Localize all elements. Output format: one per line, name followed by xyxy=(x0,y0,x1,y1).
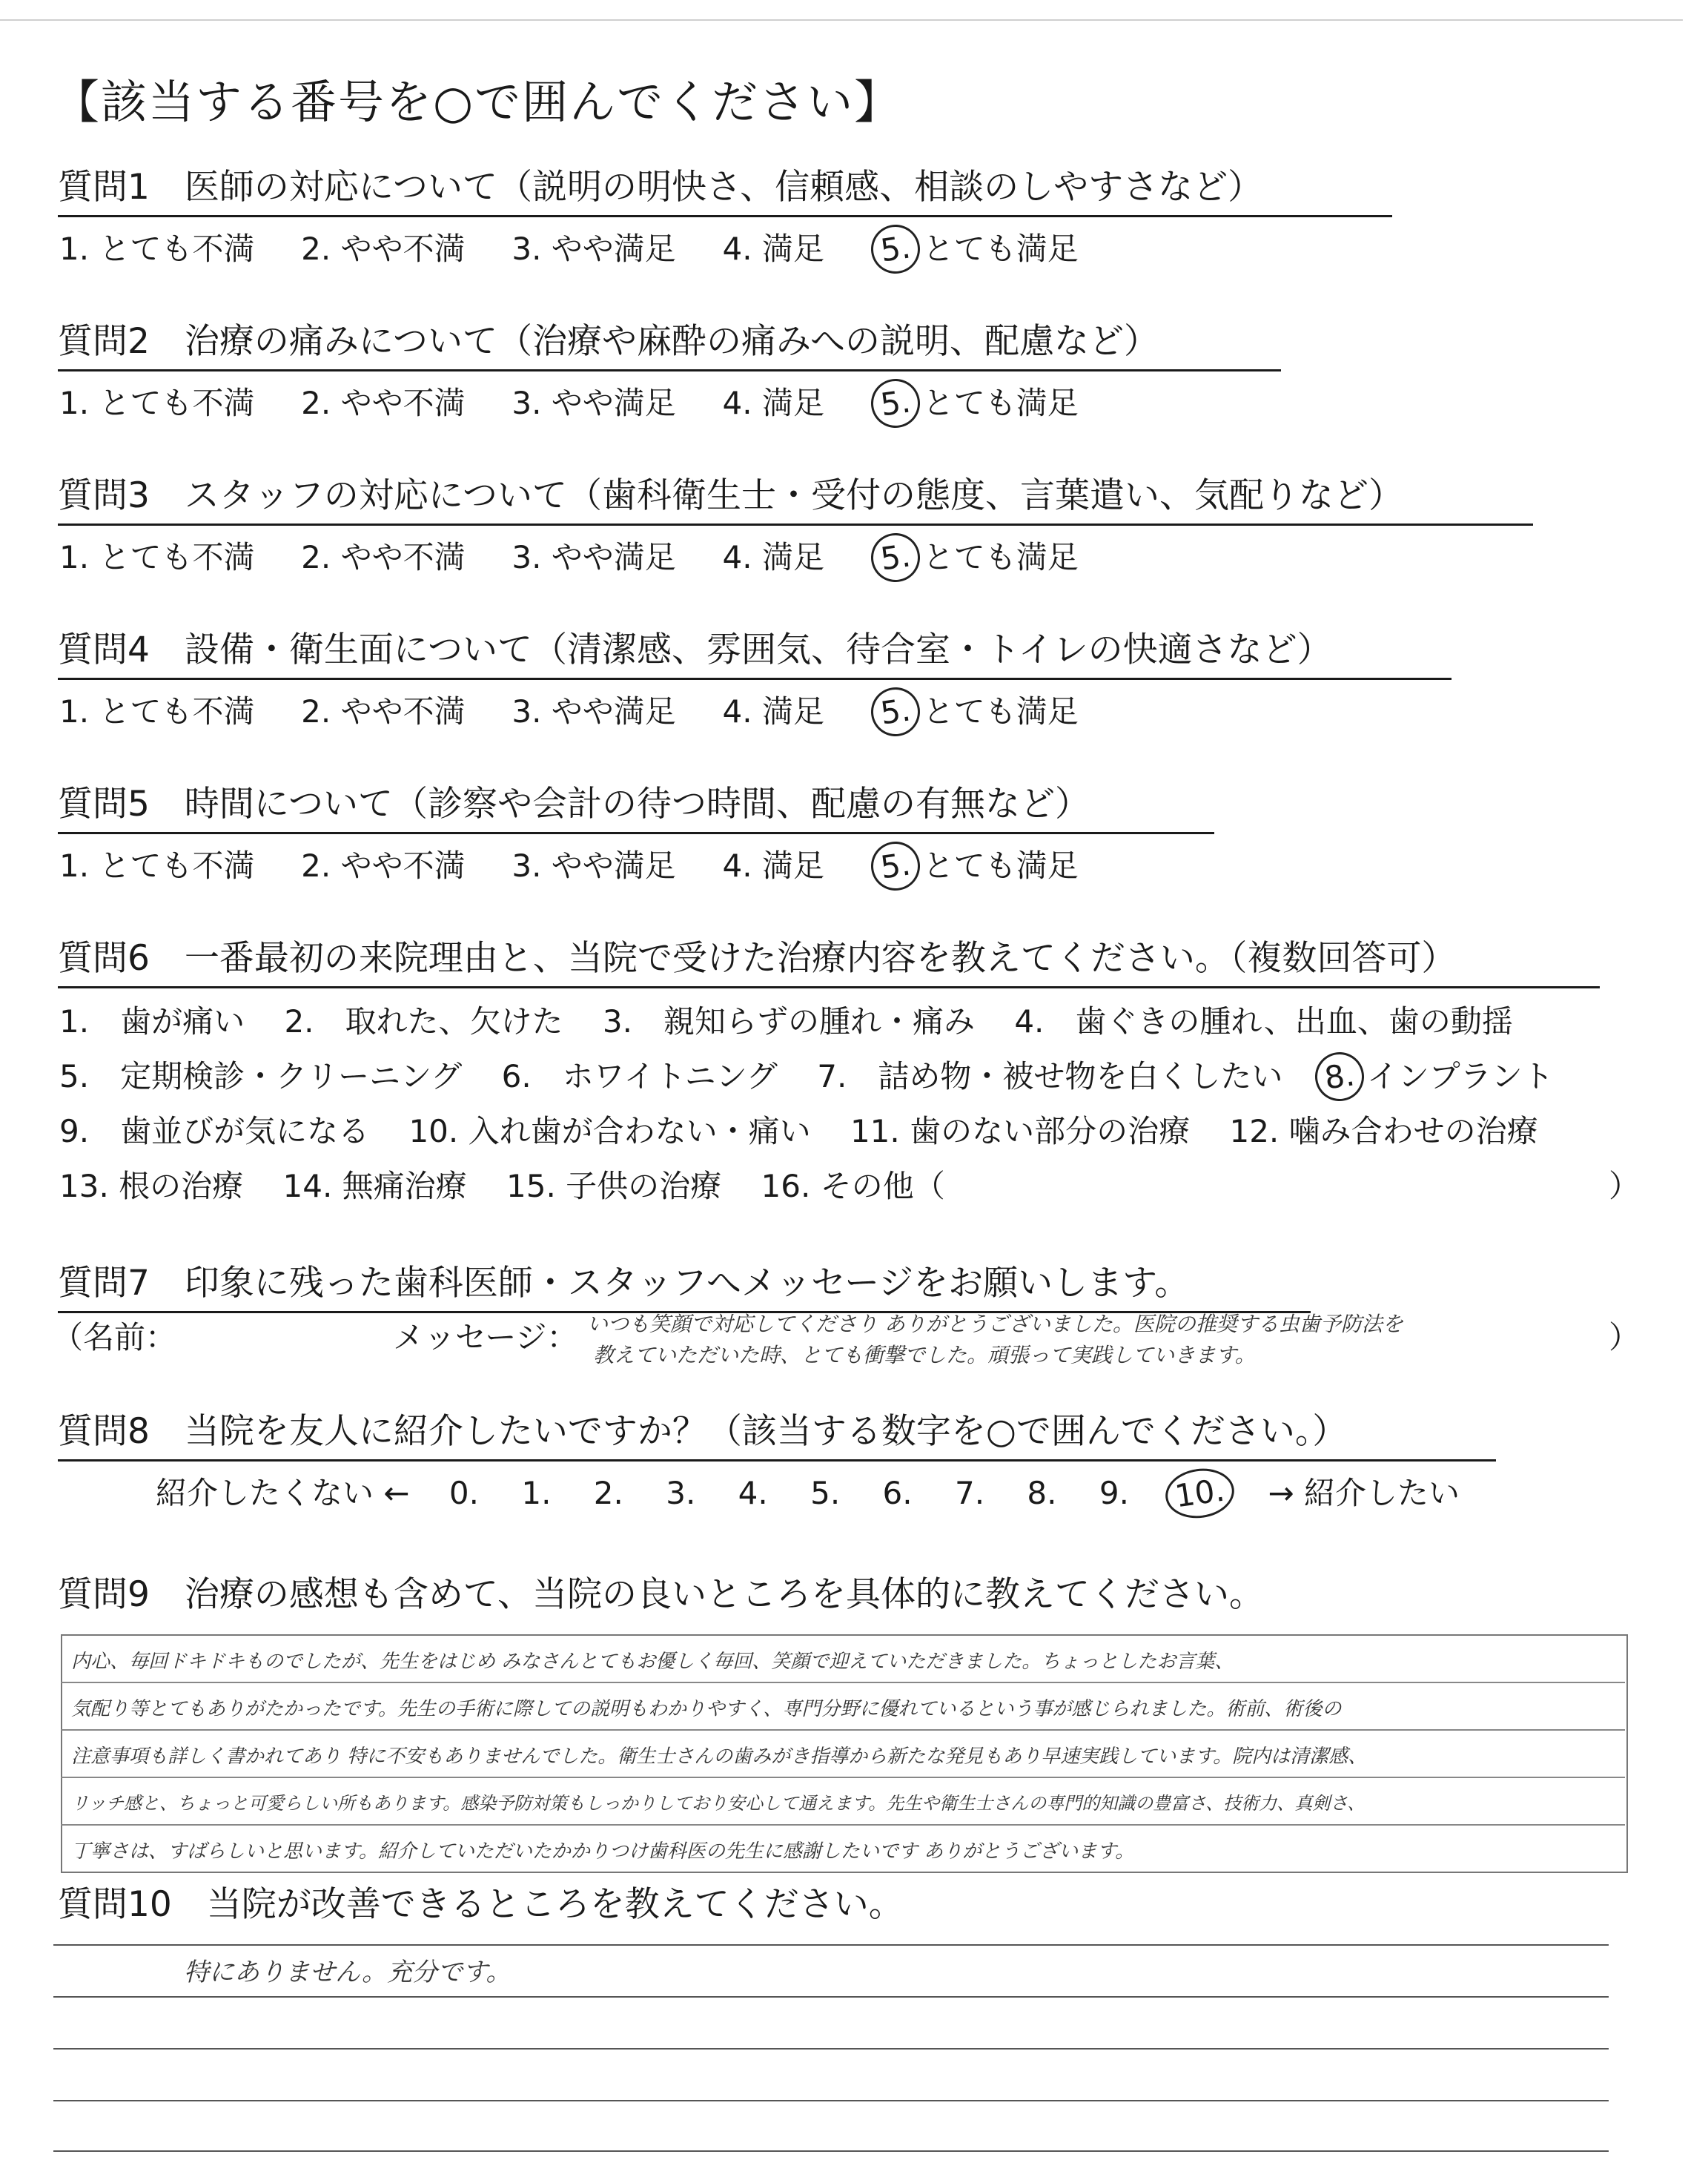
q8-value-9[interactable]: 9. xyxy=(1099,1475,1129,1511)
q9-answer-line-3: 注意事項も詳しく書かれてあり 特に不安もありませんでした。衛生士さんの歯みがき指導から新たな発見もあり早速実践しています。院内は清潔感、 xyxy=(71,1745,1368,1768)
q8-value-3[interactable]: 3. xyxy=(666,1475,696,1511)
q10-answer-line-4 xyxy=(53,2100,1609,2101)
q8-value-8[interactable]: 8. xyxy=(1027,1475,1057,1511)
q8-left-label: 紹介したくない ← xyxy=(156,1475,410,1511)
q7-message-line-1: いつも笑顔で対応してくださり ありがとうございました。医院の推奨する虫歯予防法を xyxy=(587,1312,1403,1336)
q6-other-close-paren: ） xyxy=(1609,1168,1641,1204)
q4-options xyxy=(59,691,1079,733)
q3-option-4[interactable]: 4. 満足 xyxy=(722,539,824,575)
q6-option-9[interactable]: 9. 歯並びが気になる xyxy=(59,1113,370,1149)
q5-option-2[interactable]: 2. やや不満 xyxy=(301,848,466,884)
q5-options xyxy=(59,845,1079,887)
q9-answer-line-4: リッチ感と、ちょっと可愛らしい所もあります。感染予防対策もしっかりしており安心して通えます。先生や衛生士さんの専門的知識の豊富さ、技術力、真剣さ、 xyxy=(71,1793,1366,1814)
q8-value-4[interactable]: 4. xyxy=(738,1475,768,1511)
page-top-border xyxy=(0,19,1683,21)
q6-title: 質問6 一番最初の来院理由と、当院で受けた治療内容を教えてください。（複数回答可） xyxy=(58,938,1457,979)
q1-option-1[interactable]: 1. とても不満 xyxy=(59,231,255,267)
q7-message-line-2: 教えていただいた時、とても衝撃でした。頑張って実践していきます。 xyxy=(593,1343,1256,1367)
q2-option-3[interactable]: 3. やや満足 xyxy=(512,385,676,421)
q6-option-13[interactable]: 13. 根の治療 xyxy=(59,1168,244,1204)
q6-option-15[interactable]: 15. 子供の治療 xyxy=(506,1168,722,1204)
q6-option-12[interactable]: 12. 噛み合わせの治療 xyxy=(1229,1113,1538,1149)
q4-option-1[interactable]: 1. とても不満 xyxy=(59,693,255,730)
q8-value-5[interactable]: 5. xyxy=(810,1475,841,1511)
q10-answer-text: 特にありません。充分です。 xyxy=(184,1958,512,1987)
q4-title: 質問4 設備・衛生面について（清潔感、雰囲気、待合室・トイレの快適さなど） xyxy=(58,630,1332,670)
q1-option-2[interactable]: 2. やや不満 xyxy=(301,231,466,267)
q5-option-3[interactable]: 3. やや満足 xyxy=(512,848,676,884)
q4-option-2[interactable]: 2. やや不満 xyxy=(301,693,466,730)
q5-option-1[interactable]: 1. とても不満 xyxy=(59,848,255,884)
q8-value-2[interactable]: 2. xyxy=(593,1475,623,1511)
q1-option-3[interactable]: 3. やや満足 xyxy=(512,231,676,267)
q4-option-5-selected[interactable]: 5. とても満足 xyxy=(871,691,1079,733)
q8-right-label: → 紹介したい xyxy=(1268,1475,1460,1511)
q6-option-4[interactable]: 4. 歯ぐきの腫れ、出血、歯の動揺 xyxy=(1014,1003,1513,1040)
selection-circle: 5. xyxy=(867,376,923,432)
q3-options xyxy=(59,537,1079,578)
q9-rule xyxy=(61,1777,1625,1778)
q2-option-5-selected[interactable]: 5. とても満足 xyxy=(871,383,1079,424)
q3-underline xyxy=(58,524,1533,526)
q6-option-5[interactable]: 5. 定期検診・クリーニング xyxy=(59,1058,463,1094)
q1-underline xyxy=(58,215,1392,217)
q6-option-16[interactable]: 16. その他（ xyxy=(761,1168,945,1204)
q3-option-3[interactable]: 3. やや満足 xyxy=(512,539,676,575)
q6-row-3 xyxy=(59,1111,1538,1152)
q1-option-5-selected[interactable]: 5. とても満足 xyxy=(871,228,1079,270)
q9-title: 質問9 治療の感想も含めて、当院の良いところを具体的に教えてください。 xyxy=(58,1574,1264,1615)
q9-rule xyxy=(61,1729,1625,1731)
q6-row-2 xyxy=(59,1056,1554,1097)
q5-option-5-selected[interactable]: 5. とても満足 xyxy=(871,845,1079,887)
q10-title: 質問10 当院が改善できるところを教えてください。 xyxy=(58,1884,904,1925)
q6-option-1[interactable]: 1. 歯が痛い xyxy=(59,1003,245,1040)
q2-option-1[interactable]: 1. とても不満 xyxy=(59,385,255,421)
selection-circle: 5. xyxy=(867,222,923,277)
page-title: 【該当する番号を○で囲んでください】 xyxy=(53,75,902,129)
q8-value-1[interactable]: 1. xyxy=(521,1475,552,1511)
selection-circle: 5. xyxy=(867,530,923,586)
q3-option-1[interactable]: 1. とても不満 xyxy=(59,539,255,575)
q8-underline xyxy=(58,1459,1496,1462)
q6-row-4 xyxy=(59,1166,945,1207)
q1-options xyxy=(59,228,1079,270)
q2-underline xyxy=(58,369,1281,371)
q8-value-0[interactable]: 0. xyxy=(448,1475,479,1511)
q8-value-7[interactable]: 7. xyxy=(954,1475,985,1511)
q8-title: 質問8 当院を友人に紹介したいですか？（該当する数字を○で囲んでください。） xyxy=(58,1411,1348,1452)
q6-option-8-selected[interactable]: 8. インプラント xyxy=(1315,1056,1554,1097)
q6-underline xyxy=(58,986,1600,988)
q8-value-6[interactable]: 6. xyxy=(882,1475,913,1511)
q1-title: 質問1 医師の対応について（説明の明快さ、信頼感、相談のしやすさなど） xyxy=(58,167,1263,208)
q3-option-5-selected[interactable]: 5. とても満足 xyxy=(871,537,1079,578)
q6-option-11[interactable]: 11. 歯のない部分の治療 xyxy=(850,1113,1191,1149)
q5-underline xyxy=(58,832,1214,834)
q7-name-label: （名前： xyxy=(52,1319,177,1355)
q9-rule xyxy=(61,1824,1625,1826)
q2-title: 質問2 治療の痛みについて（治療や麻酔の痛みへの説明、配慮など） xyxy=(58,321,1159,362)
q2-option-2[interactable]: 2. やや不満 xyxy=(301,385,466,421)
selection-circle: 8. xyxy=(1311,1049,1367,1105)
q10-answer-line-3 xyxy=(53,2048,1609,2050)
q8-value-10-selected[interactable]: 10. xyxy=(1162,1464,1237,1522)
q3-option-2[interactable]: 2. やや不満 xyxy=(301,539,466,575)
q6-option-2[interactable]: 2. 取れた、欠けた xyxy=(284,1003,563,1040)
q5-option-4[interactable]: 4. 満足 xyxy=(722,848,824,884)
selection-circle: 5. xyxy=(867,839,923,894)
q9-answer-line-2: 気配り等とてもありがたかったです。先生の手術に際しての説明もわかりやすく、専門分野に優れているという事が感じられました。術前、術後の xyxy=(71,1698,1342,1720)
q10-answer-line-2 xyxy=(53,1996,1609,1998)
q9-answer-line-5: 丁寧さは、すばらしいと思います。紹介していただいたかかりつけ歯科医の先生に感謝したいです ありがとうございます。 xyxy=(71,1840,1135,1863)
q6-option-10[interactable]: 10. 入れ歯が合わない・痛い xyxy=(408,1113,811,1149)
q6-row-1 xyxy=(59,1001,1513,1043)
q4-option-3[interactable]: 3. やや満足 xyxy=(512,693,676,730)
q6-option-3[interactable]: 3. 親知らずの腫れ・痛み xyxy=(602,1003,975,1040)
q8-scale-row xyxy=(156,1473,1460,1514)
q2-options xyxy=(59,383,1079,424)
q7-title: 質問7 印象に残った歯科医師・スタッフへメッセージをお願いします。 xyxy=(58,1263,1190,1304)
selection-circle: 5. xyxy=(867,684,923,740)
q10-answer-line-5 xyxy=(53,2150,1609,2152)
q7-close-paren: ） xyxy=(1609,1319,1641,1355)
q10-answer-line-1 xyxy=(53,1944,1609,1946)
q6-option-14[interactable]: 14. 無痛治療 xyxy=(282,1168,467,1204)
q6-option-6[interactable]: 6. ホワイトニング xyxy=(501,1058,778,1094)
q3-title: 質問3 スタッフの対応について（歯科衛生士・受付の態度、言葉遣い、気配りなど） xyxy=(58,475,1403,516)
q7-message-label: メッセージ： xyxy=(393,1319,578,1355)
q6-option-7[interactable]: 7. 詰め物・被せ物を白くしたい xyxy=(817,1058,1283,1094)
q9-rule xyxy=(61,1682,1625,1683)
q5-title: 質問5 時間について（診察や会計の待つ時間、配慮の有無など） xyxy=(58,784,1090,825)
q9-answer-line-1: 内心、毎回ドキドキものでしたが、先生をはじめ みなさんとてもお優しく毎回、笑顔で迎えていただきました。ちょっとしたお言葉、 xyxy=(71,1651,1234,1673)
q1-option-4[interactable]: 4. 満足 xyxy=(722,231,824,267)
q4-underline xyxy=(58,678,1452,680)
q4-option-4[interactable]: 4. 満足 xyxy=(722,693,824,730)
q2-option-4[interactable]: 4. 満足 xyxy=(722,385,824,421)
